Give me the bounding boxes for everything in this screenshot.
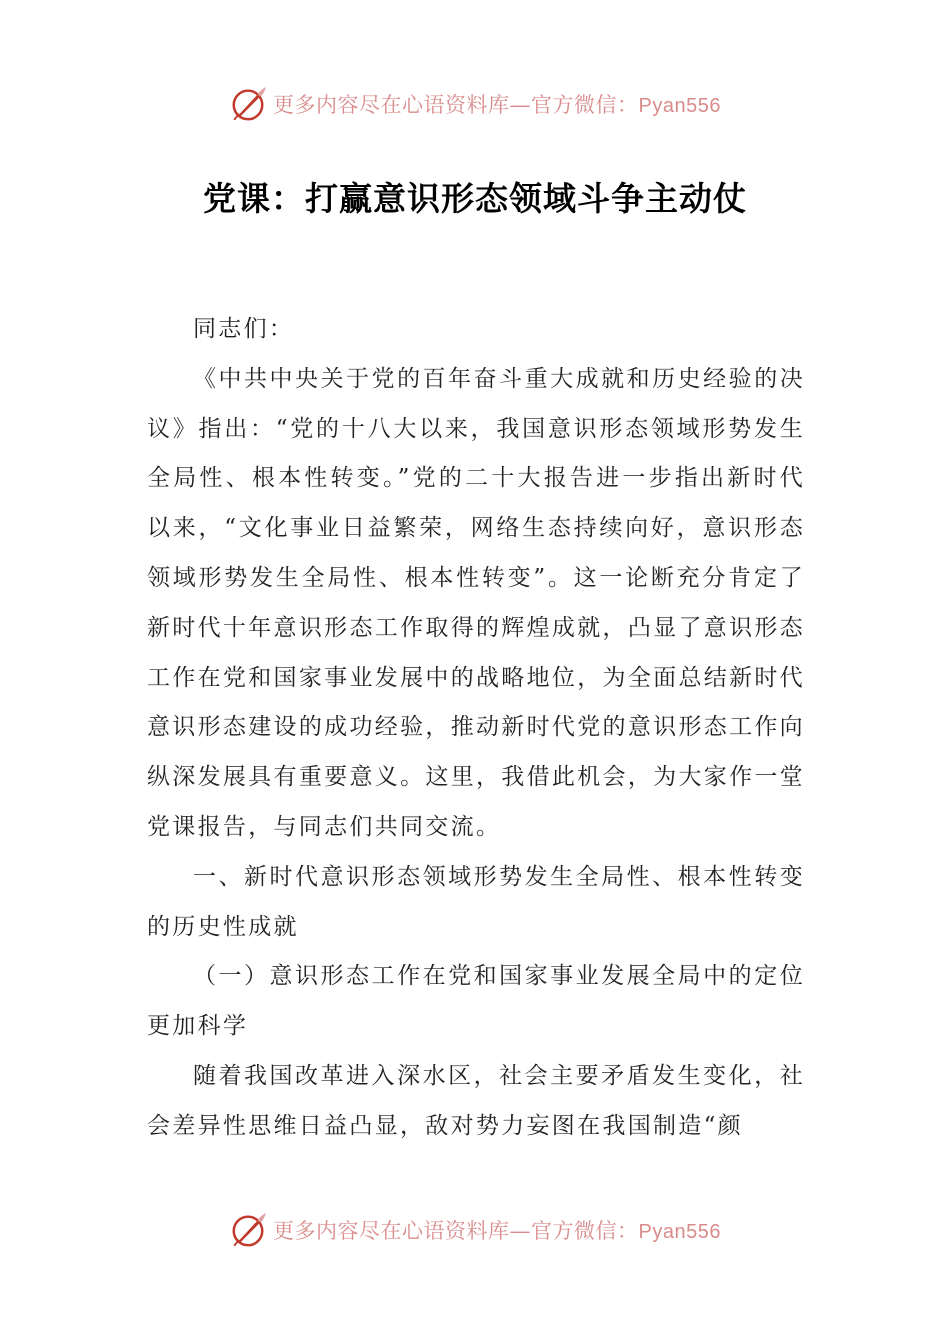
quill-pen-logo-icon	[229, 85, 267, 123]
banner-text: 更多内容尽在心语资料库—官方微信：Pyan556	[273, 1219, 721, 1243]
paragraph: 随着我国改革进入深水区，社会主要矛盾发生变化，社会差异性思维日益凸显，敌对势力妄图在我国制造“颜	[147, 1062, 805, 1139]
document-body	[147, 305, 805, 1152]
quill-pen-logo-icon	[229, 1211, 267, 1249]
paragraph: 《中共中央关于党的百年奋斗重大成就和历史经验的决议》指出：“党的十八大以来，我国意识形态领域形势发生全局性、根本性转变。”党的二十大报告进一步指出新时代以来，“文化事业日益繁荣，网络生态持续向好，意识形态领域形势发生全局性、根本性转变”。这一论断充分肯定了新时代十年意识形态工作取得的辉煌成就，凸显了意识形态工作在党和国家事业发展中的战略地位，为全面总结新时代意识形态建设的成功经验，推动新时代党的意识形态工作向纵深发展具有重要意义。这里，我借此机会，为大家作一堂党课报告，与同志们共同交流。	[147, 365, 805, 840]
section-heading: 一、新时代意识形态领域形势发生全局性、根本性转变的历史性成就	[147, 863, 805, 940]
header-banner	[0, 80, 950, 128]
banner-text: 更多内容尽在心语资料库—官方微信：Pyan556	[273, 93, 721, 117]
document-title: 党课：打赢意识形态领域斗争主动仗	[203, 179, 747, 218]
subsection-heading: （一）意识形态工作在党和国家事业发展全局中的定位更加科学	[147, 963, 805, 1040]
footer-banner	[0, 1206, 950, 1254]
paragraph-salutation: 同志们：	[193, 316, 295, 342]
